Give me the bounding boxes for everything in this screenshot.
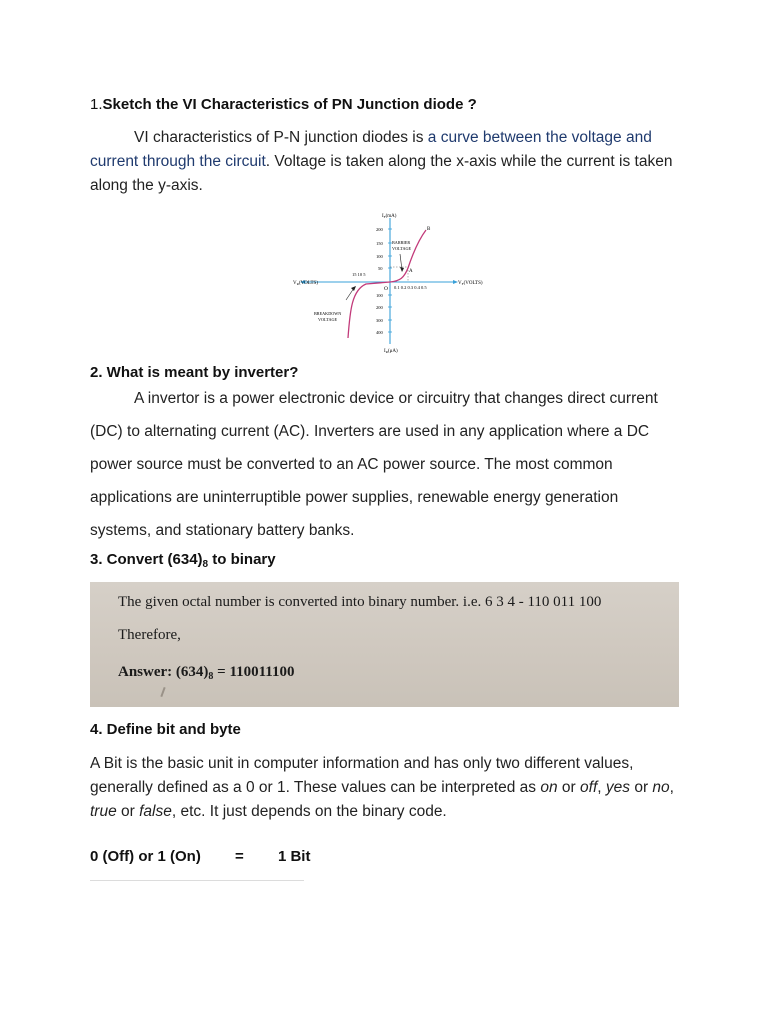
octal-conversion-photo — [90, 582, 679, 707]
x-right-label: V — [458, 281, 462, 286]
y-tick-neg200: 200 — [376, 305, 383, 310]
bit-equals: = — [235, 848, 244, 865]
photo-answer-prefix: Answer: (634) — [118, 664, 209, 680]
y-top-unit: (mA) — [385, 214, 397, 219]
divider-line — [90, 880, 304, 881]
bit-left: 0 (Off) or 1 (On) — [90, 848, 201, 865]
breakdown-label-1: BREAKDOWN — [314, 311, 342, 316]
svg-text:VF(VOLTS) — [458, 281, 483, 286]
y-bottom-sub: R — [385, 350, 389, 354]
y-tick-200: 200 — [376, 227, 383, 232]
point-a-label: A — [409, 269, 413, 274]
q3-title — [90, 551, 276, 568]
bit-right: 1 Bit — [277, 848, 311, 865]
svg-text:IF(mA) — [382, 214, 397, 219]
breakdown-label-2: VOLTAGE — [318, 317, 338, 322]
photo-line-1: The given octal number is converted into binary number. i.e. 6 3 4 - 110 011 100 — [118, 594, 602, 610]
y-top-sub: F — [383, 215, 386, 219]
photo-answer-sub: 8 — [208, 671, 214, 682]
svg-text:IR(μA) — [384, 349, 398, 354]
q2-paragraph-text: A invertor is a power electronic device or circuitry that changes direct current (DC) to alternating current (AC). Inverters are used in any application where a DC power source must be converted to an AC power source. The most common applications are uninterruptible power supplies, renewable energy generation systems, and stationary battery banks. — [90, 390, 658, 539]
y-tick-50: 50 — [378, 266, 383, 271]
q3-title-prefix: 3. Convert (634) — [90, 551, 203, 568]
photo-line-2: Therefore, — [118, 627, 181, 643]
q1-para-end: . Voltage is taken along the x-axis while the current is taken along the y-axis. — [90, 153, 673, 194]
y-top-label: I — [382, 214, 384, 219]
photo-answer-line — [118, 664, 294, 681]
y-tick-neg100: 100 — [376, 293, 383, 298]
photo-answer-suffix: = 110011100 — [213, 664, 295, 680]
q1-para-start: VI characteristics of P-N junction diodes is — [134, 129, 428, 146]
y-tick-150: 150 — [376, 241, 383, 246]
q4-paragraph: A Bit is the basic unit in computer information and has only two different values, generally defined as a 0 or 1. These values can be interpreted as on or off, yes or no, true or false, etc. It just depends on the binary code. — [90, 755, 674, 820]
y-tick-100: 100 — [376, 254, 383, 259]
x-left-unit: (VOLTS) — [298, 281, 318, 286]
vi-curve — [348, 230, 426, 338]
vi-characteristics-diagram — [280, 210, 490, 358]
x-neg-ticks: 15 10 5 — [352, 272, 366, 277]
q2-title: 2. What is meant by inverter? — [90, 364, 299, 381]
x-right-sub: F — [461, 282, 464, 286]
point-b-label: B — [427, 227, 431, 232]
x-left-label: V — [293, 281, 297, 286]
y-bottom-unit: (μA) — [388, 349, 398, 354]
bit-definition-line — [90, 848, 310, 865]
x-right-unit: (VOLTS) — [463, 281, 483, 286]
q1-paragraph — [90, 126, 680, 198]
q3-title-sub: 8 — [202, 559, 209, 570]
x-left-sub: R — [296, 282, 299, 286]
origin-label: O — [384, 286, 388, 292]
y-tick-neg400: 400 — [376, 330, 383, 335]
q3-title-suffix: to binary — [208, 551, 276, 568]
barrier-label-2: VOLTAGE — [392, 246, 412, 251]
q4-title: 4. Define bit and byte — [90, 721, 241, 738]
x-pos-ticks: 0.1 0.2 0.3 0.4 0.5 — [394, 285, 427, 290]
barrier-label-1: BARRIER — [392, 240, 411, 245]
q1-number: 1. — [90, 96, 103, 113]
q1-title-text: Sketch the VI Characteristics of PN Junction diode ? — [102, 96, 477, 113]
q2-paragraph — [90, 382, 680, 547]
q1-title — [90, 96, 477, 113]
y-tick-neg300: 300 — [376, 318, 383, 323]
svg-text:VR(VOLTS) — [293, 281, 318, 286]
photo-pencil-mark — [160, 687, 165, 697]
y-bottom-label: I — [384, 349, 386, 354]
q1-para-link[interactable]: a curve between the voltage and current through the circuit — [90, 129, 652, 170]
